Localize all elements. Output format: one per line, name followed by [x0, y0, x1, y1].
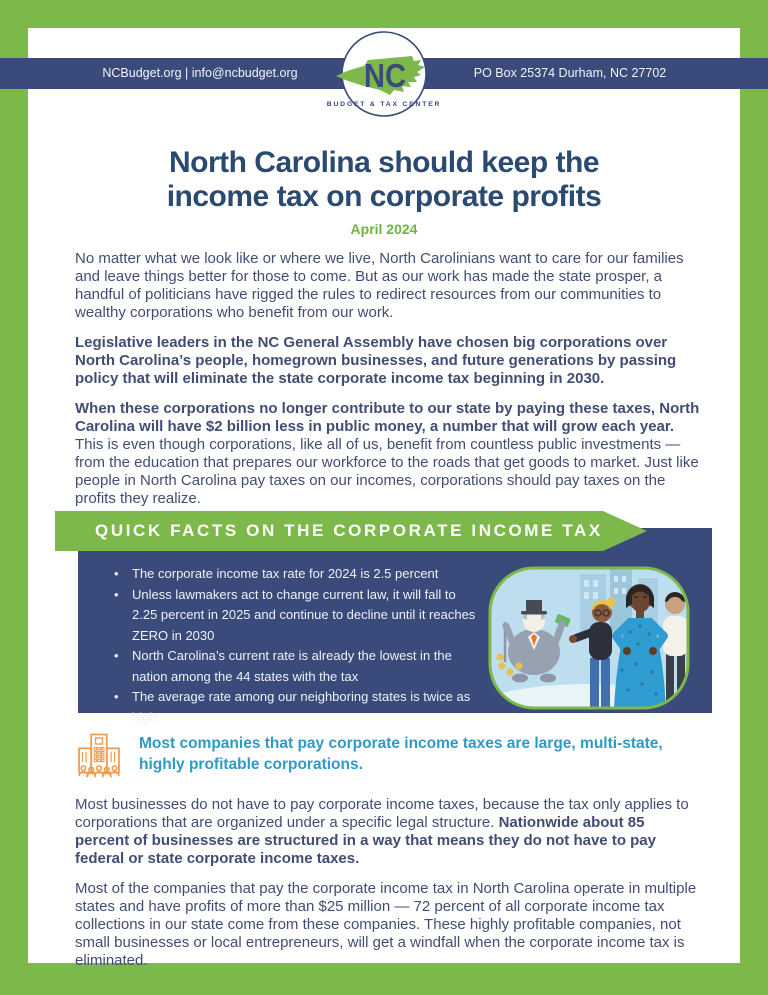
page-content	[28, 28, 740, 969]
illustration-graphic	[488, 566, 690, 710]
corporate-building-icon	[73, 729, 125, 785]
community-illustration	[488, 566, 690, 710]
banner-arrow-tip	[603, 511, 647, 551]
quick-facts-box	[78, 528, 712, 725]
quick-fact-item: • North Carolina’s current rate is already the lowest in the nation among the 44 states with the tax	[106, 646, 478, 687]
section-heading-block	[73, 729, 700, 788]
quick-facts-banner	[55, 511, 620, 551]
section-paragraph-1-regular: Most businesses do not have to pay corporate income taxes, because the tax only applies to corporations that are organized under a specific legal structure.	[75, 795, 689, 831]
quick-fact-item: • The corporate income tax rate for 2024 is 2.5 percent	[106, 564, 478, 585]
page-title-line2: income tax on corporate profits	[166, 180, 602, 213]
page-title	[48, 146, 720, 214]
section-paragraph-1	[75, 796, 700, 868]
intro-paragraph-1: No matter what we look like or where we live, North Carolinians want to care for our families and leave things better for those to come. But as our work has made the state prosper, a handful of politicians have rigged the rules to redirect resources from our communities to wealthy corporations who benefit from our work.	[75, 250, 684, 321]
publication-date: April 2024	[350, 221, 418, 237]
intro-paragraph-3-rest: This is even though corporations, like all of us, benefit from countless public investments — from the education that prepares our workforce to the roads that get goods to market. Just like people in North Carolina pay taxes on our incomes, corporations should pay taxes on the profits they realize.	[75, 436, 699, 507]
intro-paragraph-2	[75, 334, 700, 388]
section-paragraph-1-bold: Nationwide about 85 percent of businesses are structured in a way that means they do not have to pay federal or state corporate income taxes.	[75, 813, 656, 867]
quick-fact-item: • Unless lawmakers act to change current law, it will fall to 2.25 percent in 2025 and continue to decline until it reaches ZERO in 2030	[106, 585, 478, 647]
intro-paragraph-2-bold: Legislative leaders in the NC General Assembly have chosen big corporations over North Carolina’s people, homegrown businesses, and future generations by passing policy that will eliminate the state corporate income tax beginning in 2030.	[75, 334, 677, 387]
quick-fact-item: • The average rate among our neighboring states is twice as high.	[106, 687, 478, 728]
logo-acronym: NC	[364, 57, 406, 94]
logo-graphic	[326, 30, 442, 122]
section-paragraph-2: Most of the companies that pay the corporate income tax in North Carolina operate in multiple states and have profits of more than $25 million — 72 percent of all corporate income tax collections in our state come from these companies. These highly profitable companies, not small businesses or local entrepreneurs, will get a windfall when the corporate income tax is eliminated.	[75, 879, 697, 969]
section-heading: Most companies that pay corporate income taxes are large, multi-state, highly profitable corporations.	[139, 735, 663, 773]
header-address-text: PO Box 25374 Durham, NC 27702	[473, 66, 667, 80]
quick-facts-list	[106, 564, 478, 728]
quick-facts-banner-label: QUICK FACTS ON THE CORPORATE INCOME TAX	[55, 511, 603, 551]
intro-paragraph-3-bold: When these corporations no longer contribute to our state by paying these taxes, North Carolina will have $2 billion less in public money, a number that will grow each year.	[75, 400, 700, 435]
page-title-line1: North Carolina should keep the	[168, 146, 600, 179]
header-contact-text: NCBudget.org | info@ncbudget.org	[102, 66, 298, 80]
logo-subtitle: BUDGET & TAX CENTER	[326, 101, 442, 108]
nc-budget-tax-center-logo	[326, 30, 442, 122]
intro-paragraph-3	[75, 400, 700, 508]
